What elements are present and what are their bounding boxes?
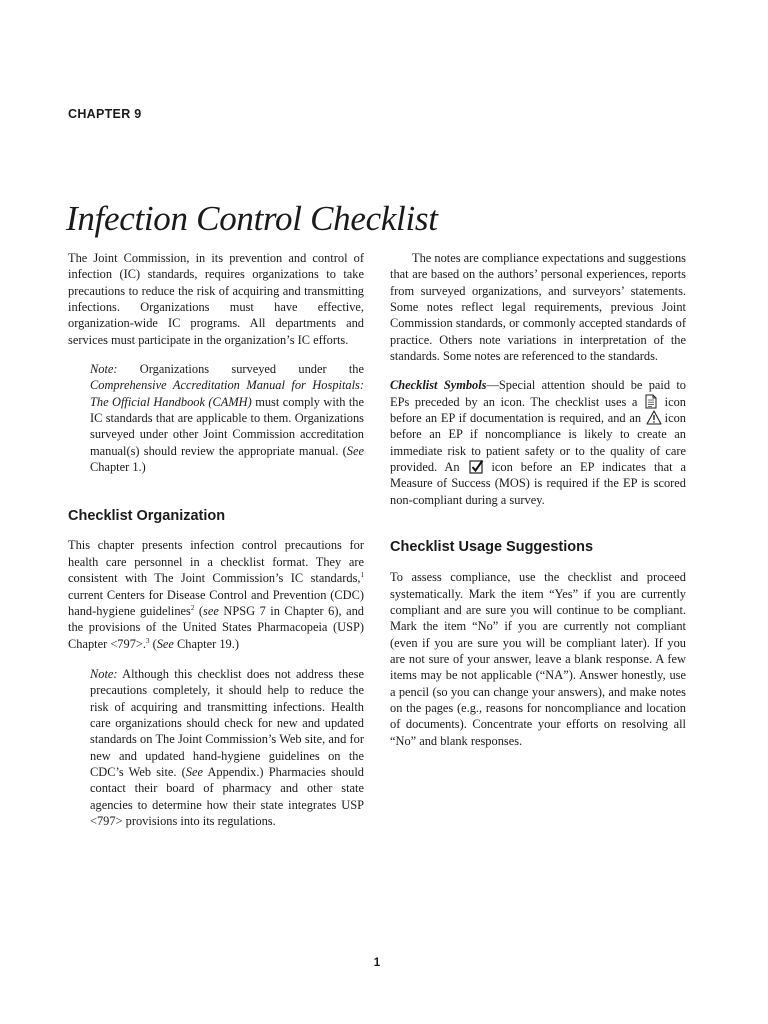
body-text: ( [149, 636, 157, 651]
left-column [68, 250, 364, 829]
note-text: must comply with the IC standards that are applicable to them. Organizations surveyed under other Joint Commission accreditation manual(s) should review the appropriate manual. ( [90, 394, 364, 458]
footnote-ref: 3 [145, 636, 150, 645]
camh-title: Comprehensive Accreditation Manual for Hospitals: The Official Handbook (CAMH) [90, 378, 364, 409]
note-text: Chapter 1.) [90, 460, 146, 475]
body-text: ( [194, 603, 204, 618]
note-label: Note: [90, 362, 118, 377]
symbols-label: Checklist Symbols [390, 378, 487, 393]
right-column [390, 250, 686, 749]
heading-checklist-usage: Checklist Usage Suggestions [390, 539, 594, 556]
note-text: Although this checklist does not address these precautions completely, it should help to reduce the risk of acquiring and transmitting infections. Health care organizations should check for new and updated standards on The Joint Commission’s Web site, and for new and updated hand-hygiene guidelines on the CDC’s Web site. ( [90, 666, 364, 779]
notes-paragraph: The notes are compliance expectations and suggestions that are based on the authors’ personal experiences, reports from surveyed organizations, and surveyors’ statements. Some notes reflect legal requirements, previous Joint Commission standards, or commonly accepted standards of practice. Others note variations in interpretation of the standards. Some notes are referenced to the standards. [390, 251, 686, 364]
chapter-label: CHAPTER 9 [68, 107, 142, 121]
body-text: icon before an EP indicates that a Measure of Success (MOS) is required if the EP is scored non-compliant during a survey. [390, 460, 686, 507]
note-updates [90, 666, 364, 829]
footnote-ref: 1 [360, 571, 364, 580]
heading-checklist-organization: Checklist Organization [68, 508, 226, 525]
note-label: Note: [90, 666, 118, 681]
body-text: NPSG 7 in Chapter 6), and the provisions of the United States Pharmacopeia (USP) Chapter <797>. [68, 603, 364, 651]
body-text: current Centers for Disease Control and Prevention (CDC) hand-hygiene guidelines [68, 587, 364, 618]
checkbox-check-icon [469, 459, 483, 474]
intro-paragraph: The Joint Commission, in its prevention and control of infection (IC) standards, requires organizations to take precautions to reduce the risk of acquiring and transmitting infections. Organizations must have effective, organization-wide IC programs. All departments and services must participate in the organization’s IC efforts. [68, 251, 364, 347]
organization-paragraph [68, 537, 364, 651]
warning-triangle-icon [646, 410, 660, 425]
page-number: 1 [373, 957, 381, 969]
footnote-ref: 2 [190, 603, 195, 612]
document-icon [644, 394, 658, 409]
note-text: Organizations surveyed under the [117, 362, 364, 377]
see-ref: see [203, 603, 219, 618]
body-text: icon before an EP if noncompliance is likely to create an immediate risk to patient safety or to the quality of care provided. An [390, 411, 686, 475]
usage-paragraph: To assess compliance, use the checklist and proceed systematically. Mark the item “Yes” if you are currently compliant and are sure you will continue to be compliant. Mark the item “No” if you are currently not compliant (even if you are sure you will be compliant later). If you are not sure of your answer, leave a blank response. A few items may be not applicable (“NA”). Answer honestly, use a pencil (so you can change your answers), and make notes on the pages (e.g., reasons for noncompliance and location of documents). Concentrate your efforts on resolving all “No” and blank responses. [390, 570, 686, 748]
body-text: Chapter 19.) [173, 636, 239, 651]
body-text: This chapter presents infection control precautions for health care personnel in a checklist format. They are consistent with The Joint Commission’s IC standards, [68, 538, 364, 586]
see-ref: See [185, 764, 203, 779]
note-camh [90, 361, 364, 475]
see-ref: See [156, 636, 174, 651]
checklist-symbols-paragraph [390, 377, 686, 508]
note-text: Appendix.) Pharmacies should contact their board of pharmacy and other state agencies to determine how their state integrates USP <797> provisions into its regulations. [90, 764, 365, 828]
body-text: —Special attention should be paid to EPs preceded by an icon. The checklist uses a [390, 378, 686, 409]
see-ref: See [346, 443, 364, 458]
body-text: icon before an EP if documentation is required, and an [390, 394, 686, 426]
page-title: Infection Control Checklist [66, 199, 438, 238]
